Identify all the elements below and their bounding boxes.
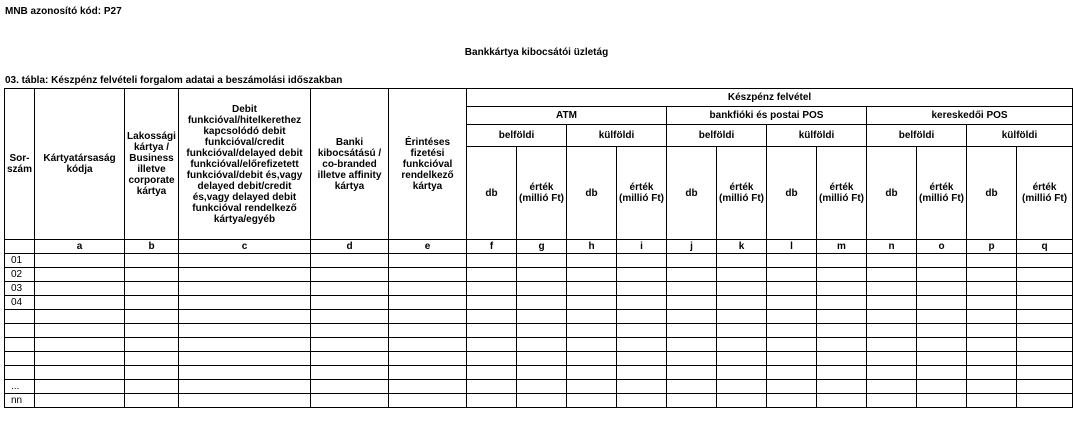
data-cell[interactable]	[817, 310, 867, 324]
table-caption: 03. tábla: Készpénz felvételi forgalom adatai a beszámolási időszakban	[5, 75, 343, 86]
data-cell[interactable]	[617, 324, 667, 338]
data-cell[interactable]	[35, 352, 125, 366]
data-cell[interactable]	[517, 380, 567, 394]
data-cell[interactable]	[667, 338, 717, 352]
column-letter: j	[667, 240, 717, 254]
table-row	[5, 310, 1073, 324]
table-row	[5, 338, 1073, 352]
data-cell[interactable]	[1017, 324, 1073, 338]
data-cell[interactable]	[389, 254, 467, 268]
data-cell[interactable]	[967, 394, 1017, 408]
col-b-header: Lakossági kártya / Business illetve corporate kártya	[125, 89, 179, 240]
column-letter: e	[389, 240, 467, 254]
column-letter: a	[35, 240, 125, 254]
data-cell[interactable]	[179, 352, 311, 366]
data-cell[interactable]	[917, 338, 967, 352]
data-cell[interactable]	[617, 380, 667, 394]
ertek-header: érték (millió Ft)	[1017, 147, 1073, 240]
data-cell[interactable]	[517, 282, 567, 296]
data-cell[interactable]	[389, 296, 467, 310]
data-cell[interactable]	[617, 352, 667, 366]
data-cell[interactable]	[817, 296, 867, 310]
keresk-kulfoldi: külföldi	[967, 125, 1073, 147]
data-cell[interactable]	[517, 324, 567, 338]
data-cell[interactable]	[567, 366, 617, 380]
data-cell[interactable]	[717, 380, 767, 394]
data-cell[interactable]	[967, 282, 1017, 296]
data-cell[interactable]	[617, 296, 667, 310]
data-cell[interactable]	[667, 394, 717, 408]
data-cell[interactable]	[389, 380, 467, 394]
bank-belfoldi: belföldi	[667, 125, 767, 147]
data-cell[interactable]	[917, 282, 967, 296]
data-cell[interactable]	[389, 366, 467, 380]
data-cell[interactable]	[717, 324, 767, 338]
row-number	[5, 324, 35, 338]
data-cell[interactable]	[917, 324, 967, 338]
data-cell[interactable]	[389, 282, 467, 296]
column-letter: l	[767, 240, 817, 254]
data-cell[interactable]	[311, 310, 389, 324]
data-cell[interactable]	[817, 324, 867, 338]
data-cell[interactable]	[517, 394, 567, 408]
data-cell[interactable]	[467, 268, 517, 282]
data-cell[interactable]	[617, 282, 667, 296]
data-cell[interactable]	[767, 254, 817, 268]
table-row	[5, 352, 1073, 366]
data-cell[interactable]	[717, 296, 767, 310]
data-cell[interactable]	[917, 268, 967, 282]
data-cell[interactable]	[517, 296, 567, 310]
atm-belfoldi: belföldi	[467, 125, 567, 147]
data-cell[interactable]	[311, 352, 389, 366]
data-cell[interactable]	[311, 254, 389, 268]
data-cell[interactable]	[1017, 366, 1073, 380]
data-cell[interactable]	[667, 352, 717, 366]
data-cell[interactable]	[767, 296, 817, 310]
data-cell[interactable]	[867, 282, 917, 296]
data-cell[interactable]	[179, 282, 311, 296]
data-cell[interactable]	[467, 366, 517, 380]
data-cell[interactable]	[1017, 254, 1073, 268]
data-cell[interactable]	[125, 324, 179, 338]
row-number: 02	[5, 268, 35, 282]
data-cell[interactable]	[389, 310, 467, 324]
col-d-header: Banki kibocsátású / co-branded illetve affinity kártya	[311, 89, 389, 240]
data-cell[interactable]	[1017, 394, 1073, 408]
data-cell[interactable]	[467, 282, 517, 296]
data-cell[interactable]	[517, 254, 567, 268]
data-cell[interactable]	[767, 380, 817, 394]
data-cell[interactable]	[717, 310, 767, 324]
data-cell[interactable]	[967, 310, 1017, 324]
data-cell[interactable]	[517, 338, 567, 352]
data-cell[interactable]	[617, 394, 667, 408]
row-number	[5, 310, 35, 324]
data-cell[interactable]	[389, 352, 467, 366]
group-atm: ATM	[467, 107, 667, 125]
col-e-header: Érintéses fizetési funkcióval rendelkező kártya	[389, 89, 467, 240]
row-number: 01	[5, 254, 35, 268]
data-cell[interactable]	[389, 268, 467, 282]
data-cell[interactable]	[917, 296, 967, 310]
data-cell[interactable]	[1017, 268, 1073, 282]
data-cell[interactable]	[125, 268, 179, 282]
table-row	[5, 324, 1073, 338]
data-cell[interactable]	[179, 310, 311, 324]
data-cell[interactable]	[179, 394, 311, 408]
data-cell[interactable]	[917, 366, 967, 380]
data-cell[interactable]	[767, 366, 817, 380]
data-cell[interactable]	[311, 296, 389, 310]
data-cell[interactable]	[179, 296, 311, 310]
data-cell[interactable]	[617, 338, 667, 352]
data-cell[interactable]	[717, 254, 767, 268]
col-sorszam-header: Sor-szám	[5, 89, 35, 240]
data-cell[interactable]	[179, 254, 311, 268]
data-cell[interactable]	[867, 324, 917, 338]
data-cell[interactable]	[667, 254, 717, 268]
data-cell[interactable]	[125, 254, 179, 268]
column-letter: i	[617, 240, 667, 254]
ertek-header: érték (millió Ft)	[617, 147, 667, 240]
table-row	[5, 394, 1073, 408]
data-cell[interactable]	[767, 282, 817, 296]
data-cell[interactable]	[467, 352, 517, 366]
data-cell[interactable]	[567, 338, 617, 352]
data-cell[interactable]	[179, 380, 311, 394]
data-cell[interactable]	[967, 268, 1017, 282]
data-cell[interactable]	[817, 254, 867, 268]
data-cell[interactable]	[667, 310, 717, 324]
data-cell[interactable]	[717, 352, 767, 366]
data-cell[interactable]	[967, 338, 1017, 352]
data-cell[interactable]	[467, 324, 517, 338]
data-cell[interactable]	[125, 366, 179, 380]
data-cell[interactable]	[1017, 380, 1073, 394]
data-cell[interactable]	[567, 310, 617, 324]
data-cell[interactable]	[617, 268, 667, 282]
row-number: 03	[5, 282, 35, 296]
data-cell[interactable]	[867, 338, 917, 352]
data-cell[interactable]	[617, 254, 667, 268]
data-cell[interactable]	[767, 268, 817, 282]
data-cell[interactable]	[567, 282, 617, 296]
bank-kulfoldi: külföldi	[767, 125, 867, 147]
data-cell[interactable]	[311, 366, 389, 380]
data-cell[interactable]	[567, 324, 617, 338]
data-cell[interactable]	[867, 296, 917, 310]
data-cell[interactable]	[567, 268, 617, 282]
data-cell[interactable]	[967, 380, 1017, 394]
data-cell[interactable]	[1017, 310, 1073, 324]
data-cell[interactable]	[1017, 338, 1073, 352]
db-header: db	[467, 147, 517, 240]
table-row	[5, 268, 1073, 282]
data-cell[interactable]	[667, 366, 717, 380]
data-cell[interactable]	[467, 296, 517, 310]
column-letter: n	[867, 240, 917, 254]
data-cell[interactable]	[125, 338, 179, 352]
keresk-belfoldi: belföldi	[867, 125, 967, 147]
row-number: 04	[5, 296, 35, 310]
data-cell[interactable]	[917, 310, 967, 324]
db-header: db	[567, 147, 617, 240]
data-cell[interactable]	[667, 324, 717, 338]
data-cell[interactable]	[311, 324, 389, 338]
data-cell[interactable]	[179, 338, 311, 352]
data-cell[interactable]	[917, 380, 967, 394]
data-cell[interactable]	[1017, 296, 1073, 310]
ertek-header: érték (millió Ft)	[717, 147, 767, 240]
table-row	[5, 366, 1073, 380]
data-cell[interactable]	[867, 380, 917, 394]
group-bankfioki-pos: bankfióki és postai POS	[667, 107, 867, 125]
data-cell[interactable]	[667, 380, 717, 394]
atm-kulfoldi: külföldi	[567, 125, 667, 147]
table-row	[5, 282, 1073, 296]
data-cell[interactable]	[1017, 352, 1073, 366]
db-header: db	[767, 147, 817, 240]
data-cell[interactable]	[867, 254, 917, 268]
col-a-header: Kártyatársaság kódja	[35, 89, 125, 240]
data-cell[interactable]	[467, 380, 517, 394]
data-cell[interactable]	[617, 310, 667, 324]
db-header: db	[967, 147, 1017, 240]
data-cell[interactable]	[125, 296, 179, 310]
data-cell[interactable]	[667, 296, 717, 310]
column-letter: b	[125, 240, 179, 254]
data-cell[interactable]	[567, 380, 617, 394]
data-cell[interactable]	[517, 310, 567, 324]
data-cell[interactable]	[467, 394, 517, 408]
data-cell[interactable]	[179, 366, 311, 380]
col-c-header: Debit funkcióval/hitelkerethez kapcsolódó debit funkcióval/credit funkcióval/delayed debit funkcióval/előrefizetett funkcióval/debit és,vagy delayed debit/credit és,vagy delayed debit funkcióval rendelkező kártya/egyéb	[179, 89, 311, 240]
data-cell[interactable]	[389, 338, 467, 352]
data-cell[interactable]	[35, 310, 125, 324]
data-cell[interactable]	[917, 352, 967, 366]
data-cell[interactable]	[867, 366, 917, 380]
ertek-header: érték (millió Ft)	[517, 147, 567, 240]
data-cell[interactable]	[767, 310, 817, 324]
column-letter: g	[517, 240, 567, 254]
data-cell[interactable]	[917, 394, 967, 408]
data-cell[interactable]	[125, 380, 179, 394]
data-cell[interactable]	[617, 366, 667, 380]
data-cell[interactable]	[125, 394, 179, 408]
column-letter: h	[567, 240, 617, 254]
data-cell[interactable]	[311, 380, 389, 394]
data-cell[interactable]	[35, 366, 125, 380]
data-cell[interactable]	[817, 338, 867, 352]
data-cell[interactable]	[717, 394, 767, 408]
db-header: db	[667, 147, 717, 240]
column-letter: k	[717, 240, 767, 254]
data-cell[interactable]	[567, 394, 617, 408]
data-cell[interactable]	[517, 352, 567, 366]
data-cell[interactable]	[717, 338, 767, 352]
data-cell[interactable]	[917, 254, 967, 268]
data-cell[interactable]	[311, 268, 389, 282]
mnb-code: MNB azonosító kód: P27	[5, 6, 122, 17]
data-cell[interactable]	[1017, 282, 1073, 296]
data-cell[interactable]	[817, 366, 867, 380]
row-number	[5, 338, 35, 352]
data-cell[interactable]	[35, 268, 125, 282]
data-cell[interactable]	[767, 324, 817, 338]
column-letter: q	[1017, 240, 1073, 254]
data-cell[interactable]	[35, 394, 125, 408]
data-cell[interactable]	[767, 352, 817, 366]
data-cell[interactable]	[817, 268, 867, 282]
data-cell[interactable]	[35, 380, 125, 394]
data-cell[interactable]	[467, 338, 517, 352]
data-cell[interactable]	[817, 394, 867, 408]
data-cell[interactable]	[817, 352, 867, 366]
data-cell[interactable]	[125, 352, 179, 366]
data-cell[interactable]	[389, 324, 467, 338]
column-letter: p	[967, 240, 1017, 254]
data-cell[interactable]	[35, 282, 125, 296]
data-cell[interactable]	[867, 352, 917, 366]
ertek-header: érték (millió Ft)	[817, 147, 867, 240]
data-cell[interactable]	[867, 268, 917, 282]
column-letter: o	[917, 240, 967, 254]
data-cell[interactable]	[717, 268, 767, 282]
column-letter: d	[311, 240, 389, 254]
data-cell[interactable]	[567, 352, 617, 366]
row-number	[5, 366, 35, 380]
group-kereskedoi-pos: kereskedői POS	[867, 107, 1073, 125]
page-title: Bankkártya kibocsátói üzletág	[464, 47, 609, 58]
data-cell[interactable]	[179, 324, 311, 338]
data-cell[interactable]	[467, 254, 517, 268]
data-cell[interactable]	[311, 338, 389, 352]
row-number	[5, 352, 35, 366]
data-cell[interactable]	[567, 296, 617, 310]
data-cell[interactable]	[311, 282, 389, 296]
data-cell[interactable]	[817, 282, 867, 296]
data-cell[interactable]	[767, 394, 817, 408]
data-cell[interactable]	[717, 282, 767, 296]
data-cell[interactable]	[179, 268, 311, 282]
data-cell[interactable]	[867, 394, 917, 408]
ertek-header: érték (millió Ft)	[917, 147, 967, 240]
data-cell[interactable]	[867, 310, 917, 324]
table-row	[5, 380, 1073, 394]
data-cell[interactable]	[967, 352, 1017, 366]
data-cell[interactable]	[967, 366, 1017, 380]
group-keszpenz-felvetel: Készpénz felvétel	[467, 89, 1073, 107]
column-letter: f	[467, 240, 517, 254]
data-cell[interactable]	[517, 366, 567, 380]
data-cell[interactable]	[767, 338, 817, 352]
column-letter: c	[179, 240, 311, 254]
table-row	[5, 296, 1073, 310]
data-cell[interactable]	[667, 282, 717, 296]
data-cell[interactable]	[311, 394, 389, 408]
data-cell[interactable]	[35, 254, 125, 268]
data-cell[interactable]	[467, 310, 517, 324]
row-number: nn	[5, 394, 35, 408]
data-cell[interactable]	[967, 324, 1017, 338]
db-header: db	[867, 147, 917, 240]
data-cell[interactable]	[567, 254, 617, 268]
table-row	[5, 254, 1073, 268]
data-cell[interactable]	[125, 310, 179, 324]
data-cell[interactable]	[35, 296, 125, 310]
letter-cell-blank	[5, 240, 35, 254]
data-cell[interactable]	[125, 282, 179, 296]
data-cell[interactable]	[967, 254, 1017, 268]
data-cell[interactable]	[667, 268, 717, 282]
data-cell[interactable]	[517, 268, 567, 282]
data-table	[4, 88, 1073, 408]
data-cell[interactable]	[35, 324, 125, 338]
data-cell[interactable]	[389, 394, 467, 408]
data-cell[interactable]	[35, 338, 125, 352]
row-number: ...	[5, 380, 35, 394]
data-cell[interactable]	[817, 380, 867, 394]
data-cell[interactable]	[717, 366, 767, 380]
data-cell[interactable]	[967, 296, 1017, 310]
column-letter: m	[817, 240, 867, 254]
